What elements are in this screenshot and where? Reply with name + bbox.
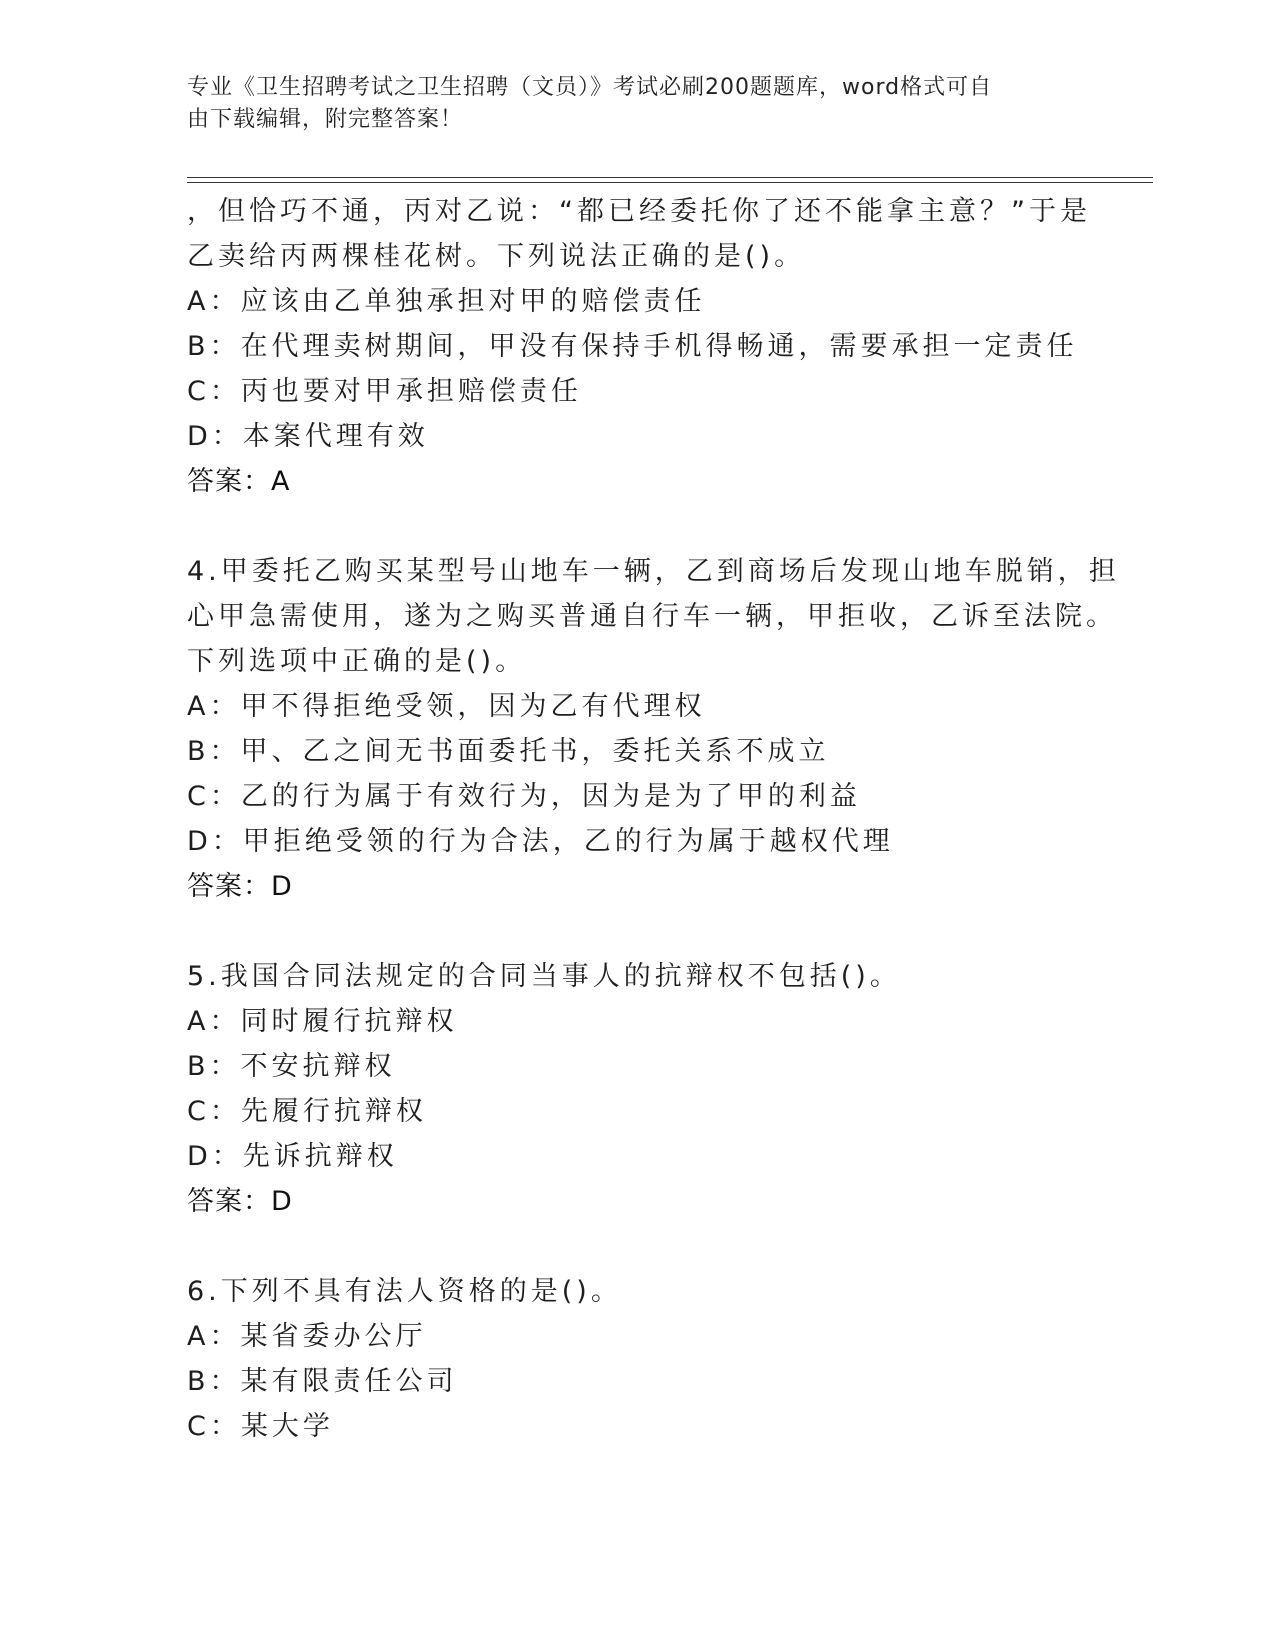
question-stem: 4.甲委托乙购买某型号山地车一辆，乙到商场后发现山地车脱销，担 — [187, 556, 1120, 587]
question-5 — [187, 954, 1067, 1224]
option-a: A：应该由乙单独承担对甲的赔偿责任 — [187, 286, 706, 317]
spacer — [187, 504, 1067, 549]
document-body — [187, 189, 1120, 1449]
answer-line: 答案：D — [187, 871, 293, 902]
question-stem: 乙卖给丙两棵桂花树。下列说法正确的是()。 — [187, 241, 806, 272]
option-c: C：先履行抗辩权 — [187, 1096, 427, 1127]
question-stem: 6.下列不具有法人资格的是()。 — [187, 1276, 622, 1307]
document-header — [187, 72, 1067, 136]
spacer — [187, 1224, 1067, 1269]
header-divider-bottom — [187, 182, 1153, 183]
option-c: C：乙的行为属于有效行为，因为是为了甲的利益 — [187, 781, 861, 812]
option-a: A：同时履行抗辩权 — [187, 1006, 458, 1037]
option-a: A：某省委办公厅 — [187, 1321, 427, 1352]
option-b: B：甲、乙之间无书面委托书，委托关系不成立 — [187, 736, 830, 767]
option-a: A：甲不得拒绝受领，因为乙有代理权 — [187, 691, 706, 722]
option-b: B：在代理卖树期间，甲没有保持手机得畅通，需要承担一定责任 — [187, 331, 1078, 362]
spacer — [187, 909, 1067, 954]
question-stem: 下列选项中正确的是()。 — [187, 646, 527, 677]
question-stem: ，但恰巧不通，丙对乙说：“都已经委托你了还不能拿主意？”于是 — [187, 196, 1091, 227]
option-b: B：某有限责任公司 — [187, 1366, 458, 1397]
question-4 — [187, 549, 1120, 909]
option-d: D：本案代理有效 — [187, 421, 429, 452]
header-line-1: 专业《卫生招聘考试之卫生招聘（文员）》考试必刷200题题库，word格式可自 — [187, 75, 993, 100]
question-3 — [187, 189, 1091, 504]
question-6 — [187, 1269, 1067, 1449]
option-c: C：某大学 — [187, 1411, 334, 1442]
option-d: D：甲拒绝受领的行为合法，乙的行为属于越权代理 — [187, 826, 894, 857]
question-stem: 心甲急需使用，遂为之购买普通自行车一辆，甲拒收，乙诉至法院。 — [187, 601, 1117, 632]
answer-line: 答案：A — [187, 466, 291, 497]
question-stem: 5.我国合同法规定的合同当事人的抗辩权不包括()。 — [187, 961, 901, 992]
option-b: B：不安抗辩权 — [187, 1051, 396, 1082]
option-d: D：先诉抗辩权 — [187, 1141, 398, 1172]
header-line-2: 由下载编辑，附完整答案！ — [187, 107, 464, 132]
option-c: C：丙也要对甲承担赔偿责任 — [187, 376, 582, 407]
header-divider-top — [187, 177, 1153, 178]
answer-line: 答案：D — [187, 1186, 293, 1217]
